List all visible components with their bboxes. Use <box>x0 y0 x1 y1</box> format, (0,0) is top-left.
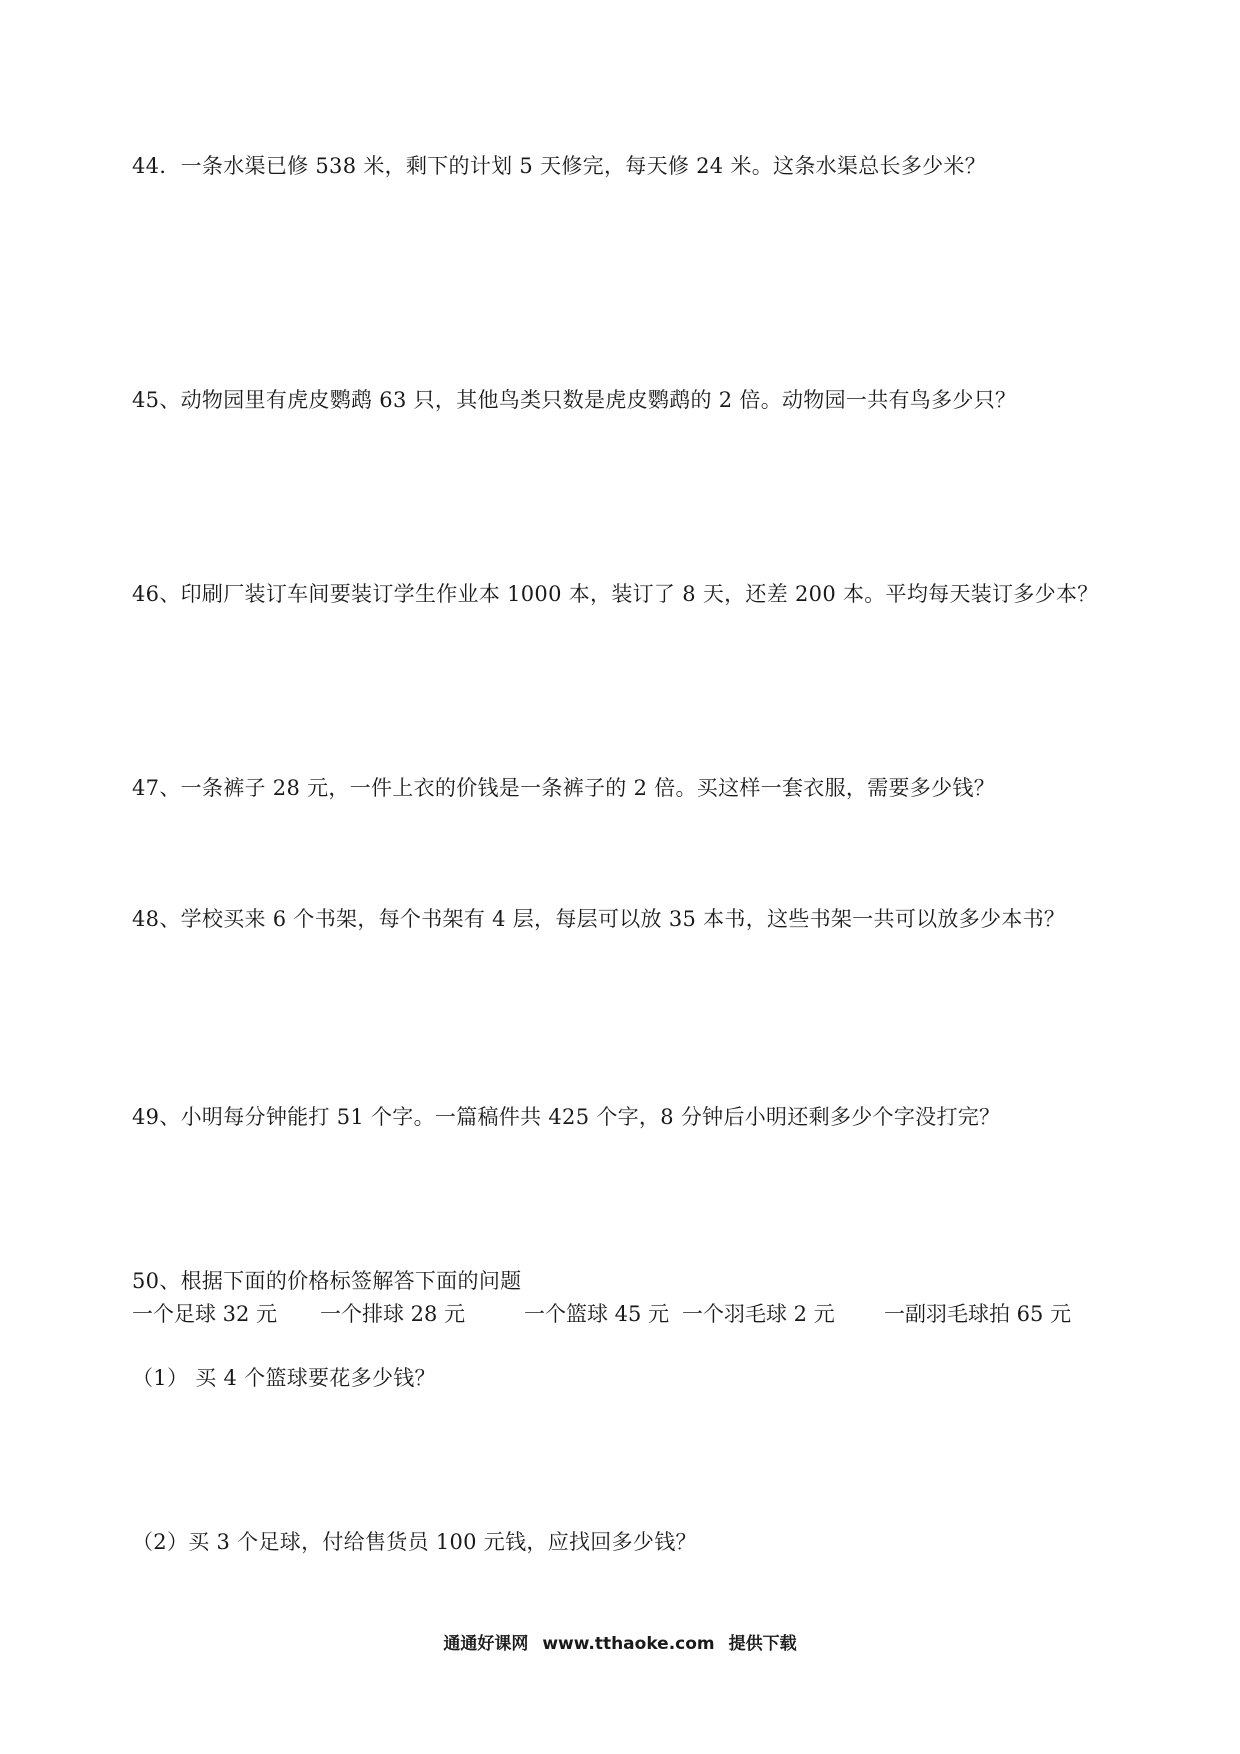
price-tag-volleyball: 一个排球 28 元 <box>320 1302 466 1326</box>
question-46: 46、印刷厂装订车间要装订学生作业本 1000 本，装订了 8 天，还差 200 本。平均每天装订多少本？ <box>132 582 1099 606</box>
price-tag-row <box>132 1300 1112 1328</box>
sub-question-2: （2）买 3 个足球，付给售货员 100 元钱，应找回多少钱？ <box>132 1530 697 1554</box>
question-50: 50、根据下面的价格标签解答下面的问题 <box>132 1269 522 1293</box>
price-tag-racket: 一副羽毛球拍 65 元 <box>884 1302 1072 1326</box>
page-footer <box>0 1632 1240 1656</box>
question-49: 49、小明每分钟能打 51 个字。一篇稿件共 425 个字，8 分钟后小明还剩多少个字没打完？ <box>132 1105 1001 1129</box>
price-tag-football: 一个足球 32 元 <box>132 1302 278 1326</box>
footer-suffix: 提供下载 <box>728 1634 797 1654</box>
question-45: 45、动物园里有虎皮鹦鹉 63 只，其他鸟类只数是虎皮鹦鹉的 2 倍。动物园一共有鸟多少只？ <box>132 388 1017 412</box>
footer-url[interactable]: www.tthaoke.com <box>542 1634 715 1654</box>
price-tag-basketball: 一个篮球 45 元 <box>524 1302 670 1326</box>
question-48: 48、学校买来 6 个书架，每个书架有 4 层，每层可以放 35 本书，这些书架一共可以放多少本书？ <box>132 907 1066 931</box>
question-44: 44．一条水渠已修 538 米，剩下的计划 5 天修完，每天修 24 米。这条水渠总长多少米？ <box>132 154 987 178</box>
price-tag-shuttlecock: 一个羽毛球 2 元 <box>682 1302 835 1326</box>
sub-question-1: （1） 买 4 个篮球要花多少钱？ <box>132 1366 436 1390</box>
question-47: 47、一条裤子 28 元，一件上衣的价钱是一条裤子的 2 倍。买这样一套衣服，需要多少钱？ <box>132 776 996 800</box>
footer-site-name: 通通好课网 <box>443 1634 529 1654</box>
